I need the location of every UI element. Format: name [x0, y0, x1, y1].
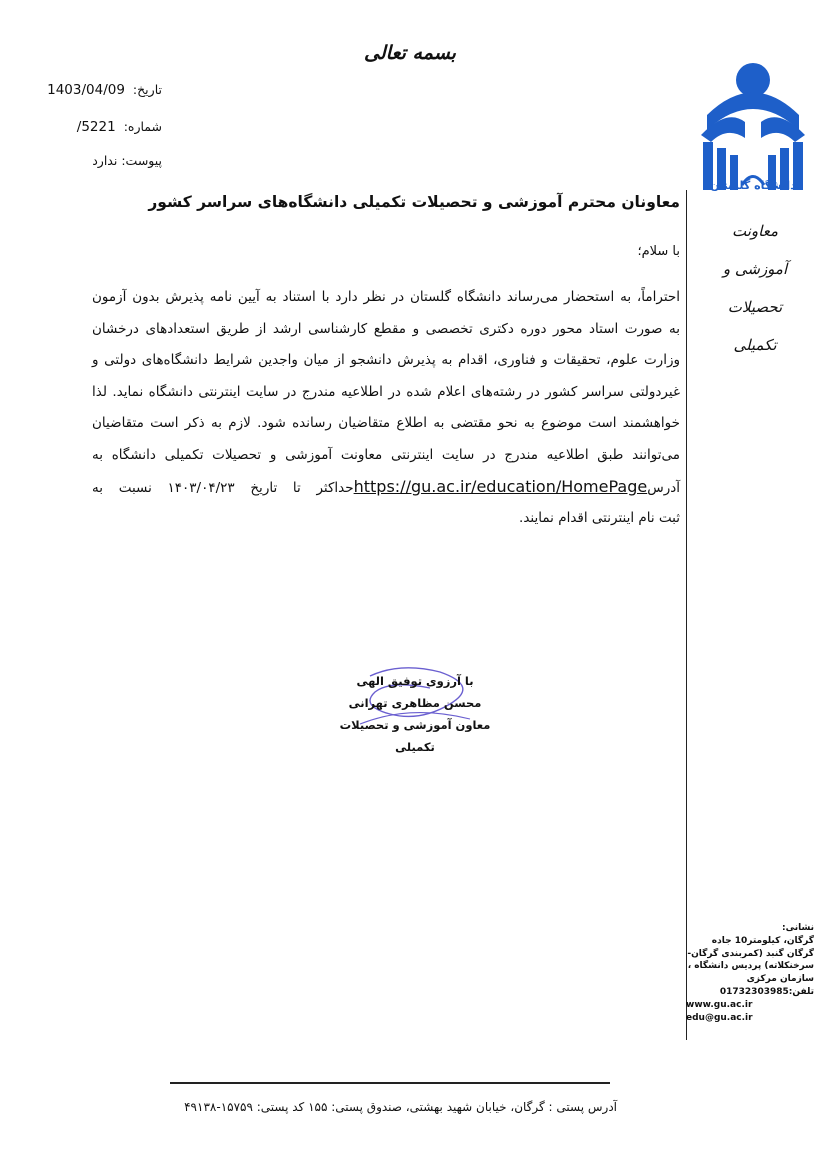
letter-body	[92, 282, 680, 534]
signature-name: محسن مظاهری تهرانی	[348, 696, 482, 710]
body-line: احتراماً، به استحضار می‌رساند دانشگاه گلستان در نظر دارد با استناد به آیین نامه پذیرش بدون آزمون	[92, 289, 680, 305]
contact-website[interactable]: www.gu.ac.ir	[686, 999, 753, 1010]
contact-line: گرگان، کیلومتر10 جاده	[711, 935, 814, 946]
signature-closing: با آرزوی توفیق الهی	[356, 674, 474, 688]
date-label: تاریخ:	[132, 82, 162, 97]
department-title	[705, 212, 805, 364]
address-prefix: آدرس	[647, 480, 680, 496]
footer-address: آدرس پستی : گرگان، خیابان شهید بهشتی، صندوق پستی: ۱۵۵ کد پستی: ۱۵۷۵۹-۴۹۱۳۸	[184, 1100, 617, 1114]
signature-block	[330, 670, 500, 758]
number-label: شماره:	[123, 119, 162, 134]
body-line: وزارت علوم، تحقیقات و فناوری، اقدام به پذیرش دانشجو از میان واجدین شرایط دانشگاه‌های دولتی و	[92, 352, 680, 368]
contact-line: گرگان گنبد (کمربندی گرگان-	[687, 948, 814, 959]
footer-divider	[170, 1082, 610, 1084]
deadline-text: حداکثر تا تاریخ ۱۴۰۳/۰۴/۲۳ نسبت به	[92, 480, 354, 496]
signature-title: معاون آموزشی و تحصیلات تکمیلی	[339, 718, 491, 754]
bismillah-heading: بسمه تعالی	[364, 42, 456, 64]
body-line: ثبت نام اینترنتی اقدام نمایند.	[519, 509, 680, 526]
body-line-url	[92, 471, 680, 503]
contact-phone: تلفن:01732303985	[719, 986, 814, 997]
body-line: می‌توانند طبق اطلاعیه مندرج در سایت اینترنتی معاونت آموزشی و تحصیلات تکمیلی دانشگاه به	[92, 446, 680, 463]
education-homepage-link[interactable]: https://gu.ac.ir/education/HomePage	[353, 477, 648, 496]
contact-label: نشانی:	[781, 923, 814, 933]
attachment-value: ندارد	[92, 153, 118, 168]
body-line: خواهشمند است موضوع به نحو مقتضی به اطلاع متقاضیان رسانده شود. لازم به ذکر است متقاضیان	[92, 415, 680, 431]
contact-block	[686, 922, 814, 1024]
number-line	[77, 119, 162, 135]
contact-line: سرخنکلاته) پردیس دانشگاه ،	[687, 961, 814, 972]
department-line1: معاونت آموزشی و	[722, 222, 788, 278]
margin-divider	[686, 190, 687, 1040]
body-line: به صورت استاد محور دوره دکتری تخصصی و مقطع کارشناسی ارشد از طریق استعدادهای درخشان	[92, 320, 680, 337]
attachment-line	[92, 153, 162, 168]
number-value: 5221/	[76, 119, 116, 135]
logo-text: دانشگاه گلستان	[710, 179, 796, 192]
contact-line: سازمان مرکزی	[746, 974, 814, 985]
letter-recipient: معاونان محترم آموزشی و تحصیلات تکمیلی دانشگاه‌های سراسر کشور	[148, 193, 680, 211]
date-value: 1403/04/09	[47, 82, 125, 98]
letter-greeting: با سلام؛	[637, 244, 680, 259]
golestan-university-logo-icon	[697, 60, 809, 195]
attachment-label: پیوست:	[121, 153, 162, 168]
body-line: غیردولتی سراسر کشور در رشته‌های اعلام شده در اطلاعیه مندرج در سایت اینترنتی دانشگاه نماید. لذا	[92, 383, 680, 400]
date-line	[47, 82, 162, 98]
department-line2: تحصیلات تکمیلی	[727, 298, 783, 354]
contact-email[interactable]: edu@gu.ac.ir	[686, 1012, 753, 1023]
